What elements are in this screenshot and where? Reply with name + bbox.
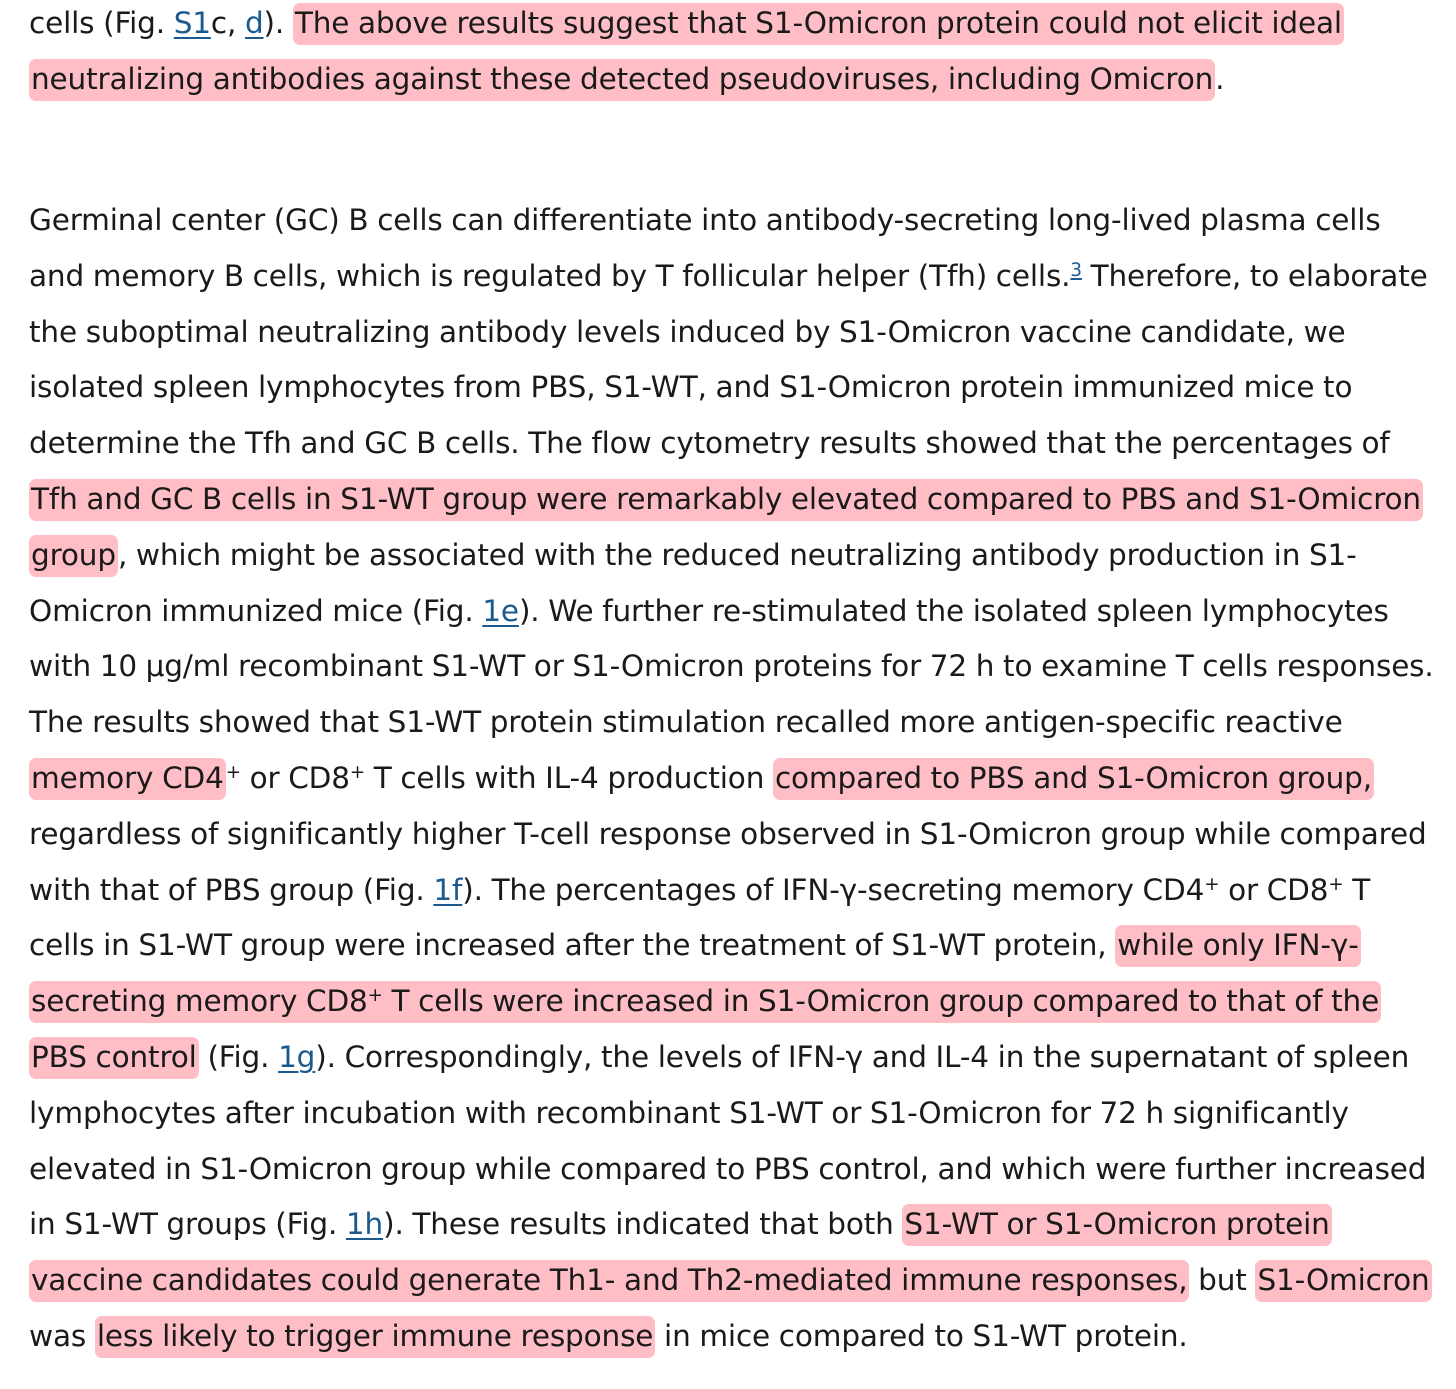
superscript-plus: + xyxy=(349,761,366,783)
text-segment: T cells with IL-4 production xyxy=(365,760,773,795)
figure-link-1f[interactable]: 1f xyxy=(433,872,463,907)
highlight-tfh-gc-b-cells: Tfh and GC B cells in S1-WT group were remarkably elevated compared to PBS and S1-Omicron group xyxy=(29,479,1423,577)
highlight-compared-pbs-omicron: compared to PBS and S1-Omicron group, xyxy=(773,758,1374,800)
text-segment: while only IFN-γ-secreting memory CD8 xyxy=(31,928,1359,1019)
text-segment: ). The percentages of IFN-γ-secreting memory CD4 xyxy=(462,872,1205,907)
text-segment: in mice compared to S1-WT protein. xyxy=(655,1318,1188,1353)
figure-link-s1[interactable]: S1 xyxy=(173,6,211,40)
text-segment: , which might be associated with the reduced neutralizing antibody production in S1-Omicron immunized mice (Fig. xyxy=(29,537,1357,628)
text-segment: or CD8 xyxy=(1219,872,1329,907)
figure-link-1h[interactable]: 1h xyxy=(345,1207,384,1242)
text-segment: T cells were increased in S1-Omicron group compared to that of the PBS control xyxy=(31,984,1380,1074)
paragraph-2 xyxy=(29,193,1439,1365)
superscript-plus: + xyxy=(1328,873,1344,895)
highlight-omicron-antibodies: The above results suggest that S1-Omicron protein could not elicit ideal neutralizing antibodies against these detected pseudoviruses, including Omicron xyxy=(29,3,1344,101)
superscript-plus: + xyxy=(1204,873,1220,895)
text-segment: ). Correspondingly, the levels of IFN-γ and IL-4 in the supernatant of spleen lymphocytes after incubation with recombinant S1-WT or S1-Omicron for 72 h significantly elevated in S1-Omicron group while compared to PBS control, and which were further increased in S1-WT groups (Fig. xyxy=(29,1039,1427,1242)
superscript-plus: + xyxy=(225,761,241,783)
text-segment: ). We further re-stimulated the isolated spleen lymphocytes with 10 μg/ml recombinant S1-WT or S1-Omicron proteins for 72 h to examine T cells responses. The results showed that S1-WT protein stimulation recalled more antigen-specific reactive xyxy=(29,593,1434,740)
highlight-th1-th2-responses: S1-WT or S1-Omicron protein vaccine candidates could generate Th1- and Th2-mediated immune responses, xyxy=(29,1204,1332,1302)
text-segment: ). xyxy=(263,6,293,40)
text-segment: was xyxy=(29,1318,95,1353)
highlight-memory-cd4 xyxy=(29,758,226,800)
text-segment: regardless of significantly higher T-cell response observed in S1-Omicron group while compared with that of PBS group (Fig. xyxy=(29,816,1427,907)
figure-link-1g[interactable]: 1g xyxy=(278,1039,316,1074)
highlight-s1-omicron: S1-Omicron xyxy=(1255,1260,1431,1302)
text-segment: Therefore, to elaborate the suboptimal neutralizing antibody levels induced by S1-Omicron vaccine candidate, we isolated spleen lymphocytes from PBS, S1-WT, and S1-Omicron protein immunized mice to determine the Tfh and GC B cells. The flow cytometry results showed that the percentages of xyxy=(29,258,1428,461)
text-segment: c, xyxy=(210,6,245,40)
figure-link-d[interactable]: d xyxy=(244,6,264,40)
text-segment: or CD8 xyxy=(240,760,350,795)
text-segment: cells (Fig. xyxy=(29,6,174,40)
highlight-less-likely-trigger: less likely to trigger immune response xyxy=(95,1316,655,1358)
citation-link-3[interactable]: 3 xyxy=(1070,259,1082,281)
figure-link-1e[interactable]: 1e xyxy=(482,593,519,628)
text-segment: T cells in S1-WT group were increased after the treatment of S1-WT protein, xyxy=(29,872,1371,963)
superscript-plus: + xyxy=(367,985,383,1007)
text-segment: but xyxy=(1189,1263,1256,1298)
text-segment: (Fig. xyxy=(198,1039,279,1074)
paragraph-1 xyxy=(29,0,1429,108)
text-segment: . xyxy=(1215,61,1225,96)
text-segment: memory CD4 xyxy=(31,760,224,795)
text-segment: Germinal center (GC) B cells can differentiate into antibody-secreting long-lived plasma cells and memory B cells, which is regulated by T follicular helper (Tfh) cells. xyxy=(29,203,1381,293)
text-segment: ). These results indicated that both xyxy=(383,1207,903,1242)
